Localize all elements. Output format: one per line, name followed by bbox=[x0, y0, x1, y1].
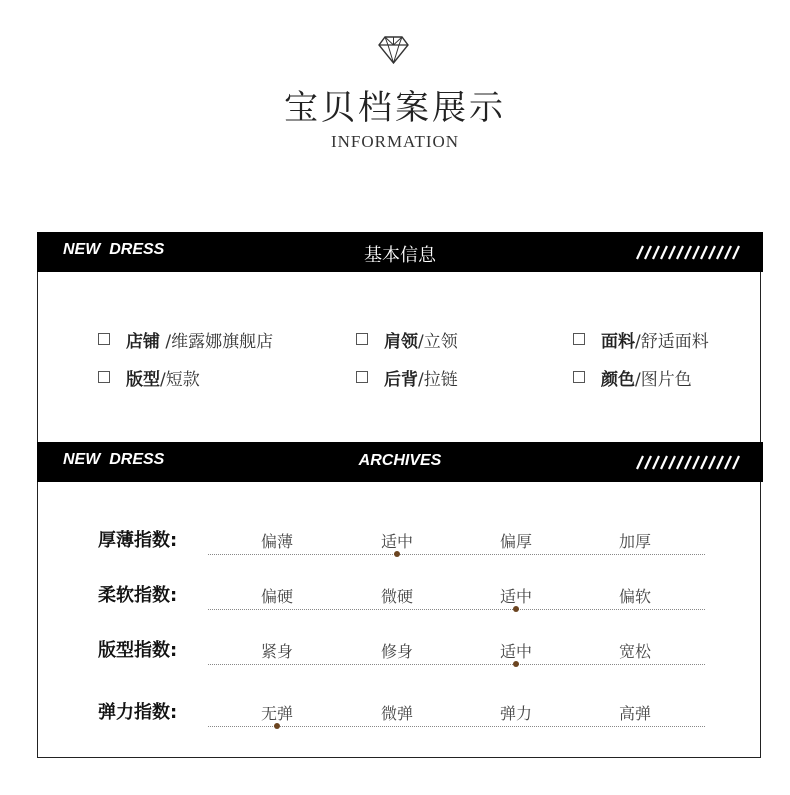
info-item-fabric: 面料/舒适面料 bbox=[573, 327, 709, 352]
checkbox-icon bbox=[356, 371, 368, 383]
bar-brand-text: NEW DRESS bbox=[63, 241, 165, 258]
archives-bar bbox=[37, 442, 763, 482]
archive-option: 偏硬 bbox=[260, 587, 293, 606]
archive-row-label: 弹力指数: bbox=[98, 702, 178, 723]
bar-section-title: 基本信息 bbox=[364, 245, 436, 266]
info-item-store: 店铺 /维露娜旗舰店 bbox=[98, 327, 273, 352]
checkbox-icon bbox=[356, 333, 368, 345]
archive-selected-indicator bbox=[274, 723, 280, 729]
archive-option: 微弹 bbox=[380, 704, 413, 723]
diamond-icon bbox=[377, 35, 410, 65]
page-subtitle: INFORMATION bbox=[330, 132, 460, 151]
archive-option: 适中 bbox=[499, 587, 532, 606]
archive-option: 宽松 bbox=[618, 642, 651, 661]
archive-option: 修身 bbox=[380, 642, 413, 661]
archive-scale-line bbox=[208, 664, 705, 665]
bar-brand-text: NEW DRESS bbox=[63, 451, 165, 468]
archive-option: 微硬 bbox=[380, 587, 413, 606]
checkbox-icon bbox=[98, 333, 110, 345]
archive-row-label: 柔软指数: bbox=[98, 585, 178, 606]
info-item-fit: 版型/短款 bbox=[98, 365, 200, 390]
archive-option: 无弹 bbox=[260, 704, 293, 723]
archive-option: 偏薄 bbox=[260, 532, 293, 551]
archive-selected-indicator bbox=[394, 551, 400, 557]
stripes-decoration bbox=[633, 245, 743, 260]
archive-option: 适中 bbox=[380, 532, 413, 551]
archive-row-label: 厚薄指数: bbox=[98, 530, 178, 551]
archive-scale-line bbox=[208, 609, 705, 610]
archive-selected-indicator bbox=[513, 661, 519, 667]
info-item-collar: 肩领/立领 bbox=[356, 327, 458, 352]
page-title: 宝贝档案展示 bbox=[284, 88, 506, 128]
archive-row-label: 版型指数: bbox=[98, 640, 178, 661]
archive-option: 弹力 bbox=[499, 704, 532, 723]
archive-option: 适中 bbox=[499, 642, 532, 661]
bar-section-title: ARCHIVES bbox=[358, 452, 442, 469]
checkbox-icon bbox=[573, 371, 585, 383]
archive-option: 偏软 bbox=[618, 587, 651, 606]
archive-option: 加厚 bbox=[618, 532, 651, 551]
checkbox-icon bbox=[573, 333, 585, 345]
stripes-decoration bbox=[633, 455, 743, 470]
basic-info-bar bbox=[37, 232, 763, 272]
archive-option: 高弹 bbox=[618, 704, 651, 723]
info-frame bbox=[37, 232, 761, 758]
info-item-color: 颜色/图片色 bbox=[573, 365, 692, 390]
archive-scale-line bbox=[208, 554, 705, 555]
checkbox-icon bbox=[98, 371, 110, 383]
archive-option: 紧身 bbox=[260, 642, 293, 661]
archive-selected-indicator bbox=[513, 606, 519, 612]
archive-scale-line bbox=[208, 726, 705, 727]
info-item-back: 后背/拉链 bbox=[356, 365, 458, 390]
archive-option: 偏厚 bbox=[499, 532, 532, 551]
